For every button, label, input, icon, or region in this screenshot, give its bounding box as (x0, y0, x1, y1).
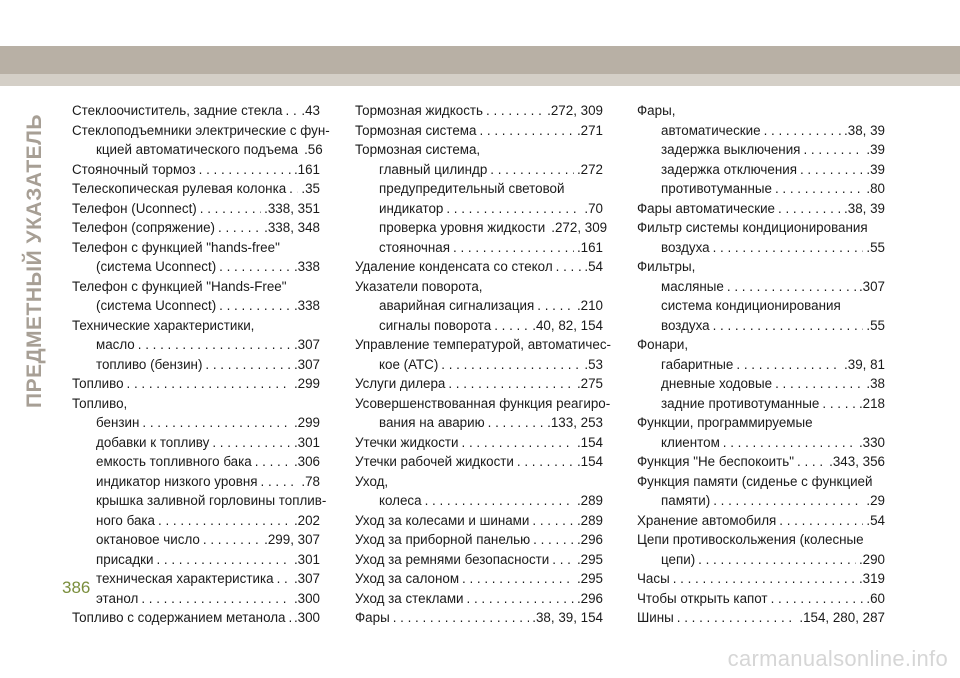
index-entry-leader (288, 608, 290, 628)
index-entry-leader (532, 511, 574, 531)
index-entry (637, 472, 885, 492)
index-entry-page-ref: .289 (576, 493, 603, 508)
index-entry-leader (698, 550, 856, 570)
index-entry-page-ref: .338, 351 (264, 200, 320, 216)
index-entry-leader (199, 160, 291, 180)
index-entry-page-ref: .272, 309 (547, 103, 603, 118)
index-entry-page-ref: .307 (858, 278, 885, 294)
index-entry-leader (127, 374, 291, 394)
index-entry-term: Телефон (сопряжение) (72, 220, 216, 235)
index-entry-page-ref: .306 (293, 454, 320, 469)
index-entry (637, 433, 885, 453)
index-entry-leader (533, 530, 574, 550)
index-entry-leader (462, 569, 574, 589)
index-entry-term: индикатор низкого уровня (96, 473, 258, 489)
index-entry-leader (142, 413, 291, 433)
index-entry (72, 550, 320, 570)
index-entry-term: Фильтр системы кондиционирования (637, 220, 868, 235)
index-entry-page-ref: .343, 356 (829, 454, 885, 469)
index-entry-term: октановое число (96, 532, 200, 547)
index-entry (72, 433, 320, 453)
index-entry-term: Уход, (355, 473, 389, 489)
index-entry (637, 316, 885, 336)
index-entry-leader (713, 491, 863, 511)
index-entry-page-ref: .300 (293, 590, 320, 606)
index-entry-page-ref: .338 (293, 259, 320, 274)
index-entry (355, 608, 603, 628)
index-entry-leader (822, 394, 856, 414)
index-entry-term: Тормозная система (355, 122, 477, 138)
index-entry-term: габаритные (661, 356, 734, 372)
index-entry (72, 589, 320, 609)
index-entry (72, 530, 320, 550)
index-entry-term: Фильтры, (637, 259, 696, 274)
index-entry-page-ref: .55 (866, 317, 885, 333)
index-entry-leader (677, 608, 797, 628)
index-entry (72, 238, 320, 258)
index-entry-leader (479, 121, 574, 141)
index-entry-leader (286, 101, 299, 121)
index-entry (637, 140, 885, 160)
index-entry (637, 277, 885, 297)
index-entry-page-ref: .54 (584, 259, 603, 274)
index-entry-leader (673, 569, 856, 589)
index-entry (72, 394, 320, 414)
index-entry (355, 316, 603, 336)
index-entry-page-ref: .299 (293, 415, 320, 430)
index-entry (637, 550, 885, 570)
index-entry-page-ref: .39 (866, 161, 885, 177)
index-entry-leader (441, 355, 581, 375)
index-entry-term: стояночная (379, 239, 450, 255)
index-entry-leader (212, 433, 291, 453)
index-entry-leader (219, 296, 291, 316)
index-entry-term: главный цилиндр (379, 161, 488, 177)
index-entry (355, 179, 603, 199)
index-entry (637, 530, 885, 550)
index-entry (637, 160, 885, 180)
index-entry-term: Функция памяти (сиденье с функцией (637, 473, 873, 489)
index-entry-page-ref: .275 (576, 376, 603, 391)
index-entry-term: сигналы поворота (379, 317, 492, 333)
index-entry-leader (803, 140, 863, 160)
index-entry-leader (775, 374, 863, 394)
index-entry (355, 355, 603, 375)
index-entry-term: Телефон с функцией "Hands-Free" (72, 278, 287, 294)
index-entry (637, 257, 885, 277)
index-entry-page-ref: .307 (293, 337, 320, 352)
index-entry (72, 511, 320, 531)
section-side-tab-label: ПРЕДМЕТНЫЙ УКАЗАТЕЛЬ (23, 113, 47, 409)
index-entry-term: система кондиционирования (661, 298, 841, 313)
index-entry-term: топливо (бензин) (96, 356, 203, 372)
index-entry (72, 335, 320, 355)
index-entry-leader (494, 316, 529, 336)
index-entry (72, 374, 320, 394)
index-entry-term: колеса (379, 493, 422, 508)
index-entry (355, 277, 603, 297)
index-entry-term: задержка отключения (661, 161, 797, 177)
index-entry (637, 569, 885, 589)
header-band-light (0, 74, 960, 86)
index-entry-term: Уход за ремнями безопасности (355, 551, 550, 567)
index-entry-term: проверка уровня жидкости (379, 220, 546, 235)
index-entry-term: Стеклоподъемники электрические с фун- (72, 122, 330, 138)
index-entry-term: Уход за колесами и шинами (355, 512, 530, 528)
index-entry-term: цепи) (661, 551, 696, 567)
index-entry (355, 413, 603, 433)
index-entry (637, 101, 885, 121)
index-entry (637, 511, 885, 531)
index-entry-leader (771, 589, 864, 609)
index-entry-page-ref: .29 (866, 493, 885, 508)
index-entry (72, 316, 320, 336)
index-entry-page-ref: .300 (293, 610, 320, 625)
index-entry (72, 413, 320, 433)
index-entry-leader (289, 179, 298, 199)
index-entry (355, 491, 603, 511)
index-entry (637, 199, 885, 219)
index-entry (355, 199, 603, 219)
index-entry-page-ref: .289 (576, 512, 603, 528)
index-entry-page-ref: .296 (576, 532, 603, 547)
index-entry-term: Фонари, (637, 337, 689, 352)
index-entry-term: Телефон (Uconnect) (72, 200, 197, 216)
index-entry (355, 238, 603, 258)
index-entry-page-ref: .39 (866, 142, 885, 157)
index-entry (355, 452, 603, 472)
index-entry-leader (156, 550, 290, 570)
index-entry-leader (517, 452, 574, 472)
index-entry-page-ref: .35 (301, 181, 320, 196)
index-entry-leader (138, 335, 291, 355)
index-column-3 (637, 101, 885, 628)
index-entry-page-ref: .38, 39, 154 (532, 610, 603, 625)
index-entry-page-ref: .301 (293, 434, 320, 450)
index-entry-term: Топливо (72, 376, 124, 391)
section-side-tab (18, 96, 52, 426)
index-entry-term: Утечки рабочей жидкости (355, 454, 514, 469)
index-entry-page-ref: .295 (576, 571, 603, 586)
index-entry-leader (797, 452, 826, 472)
index-entry-leader (775, 179, 863, 199)
index-entry-page-ref: .43 (301, 103, 320, 118)
index-entry-term: Тормозная система, (355, 142, 481, 157)
index-entry-term: бензин (96, 415, 140, 430)
index-entry-page-ref: .53 (584, 356, 603, 372)
index-entry-leader (723, 433, 856, 453)
index-entry-leader (537, 296, 574, 316)
index-entry (355, 218, 608, 238)
index-entry-term: индикатор (379, 200, 444, 216)
index-entry-page-ref: .39, 81 (844, 356, 885, 372)
index-entry-leader (218, 218, 261, 238)
index-entry-leader (158, 511, 291, 531)
index-entry-term: Уход за стеклами (355, 590, 464, 606)
index-entry-term: Уход за приборной панелью (355, 532, 531, 547)
index-entry (355, 472, 603, 492)
index-entry-page-ref: .161 (293, 161, 320, 177)
index-entry (72, 296, 320, 316)
index-entry-page-ref: .55 (866, 239, 885, 255)
index-entry-leader (203, 530, 261, 550)
index-entry (637, 394, 885, 414)
index-entry-page-ref: .154 (576, 434, 603, 450)
index-entry (355, 589, 603, 609)
index-entry-term: Утечки жидкости (355, 434, 459, 450)
index-column-1 (72, 101, 330, 628)
index-entry-leader (446, 199, 581, 219)
index-entry-leader (736, 355, 841, 375)
index-entry-page-ref: .60 (866, 590, 885, 606)
index-entry-term: Управление температурой, автоматичес- (355, 337, 611, 352)
index-entry-page-ref: .154, 280, 287 (799, 610, 885, 625)
index-entry-page-ref: .330 (858, 434, 885, 450)
page-number: 386 (62, 578, 91, 597)
index-entry-leader (393, 608, 530, 628)
index-entry-term: крышка заливной горловины топлив- (96, 493, 327, 508)
index-entry-page-ref: .54 (866, 512, 885, 528)
index-entry-page-ref: .338, 348 (264, 220, 320, 235)
watermark: carmanualsonline.info (727, 646, 948, 671)
index-entry-term: Топливо с содержанием метанола (72, 610, 286, 625)
index-entry-page-ref: .338 (293, 298, 320, 313)
index-entry (637, 335, 885, 355)
index-entry-term: аварийная сигнализация (379, 298, 535, 313)
index-entry-page-ref: .307 (293, 356, 320, 372)
index-entry-term: Фары (355, 610, 390, 625)
index-entry-page-ref: .80 (866, 181, 885, 196)
index-entry-term: автоматические (661, 122, 761, 138)
index-entry-term: Топливо, (72, 395, 128, 411)
index-entry-term: Телефон с функцией "hands-free" (72, 239, 280, 255)
index-entry-leader (552, 550, 574, 570)
index-entry-leader (205, 355, 291, 375)
index-entry-page-ref: .271 (576, 122, 603, 138)
index-entry-term: техническая характеристика (96, 571, 274, 586)
index-entry-term: воздуха (661, 239, 710, 255)
index-entry-leader (556, 257, 582, 277)
index-entry-leader (141, 589, 291, 609)
header-band (0, 46, 960, 74)
index-entry-term: Технические характеристики, (72, 317, 255, 333)
index-entry-page-ref: .133, 253 (547, 415, 603, 430)
index-entry-term: вания на аварию (379, 415, 485, 430)
index-entry-term: Цепи противоскольжения (колесные (637, 532, 864, 547)
index-entry (637, 452, 885, 472)
index-entry (637, 374, 885, 394)
index-entry-leader (425, 491, 574, 511)
index-entry (72, 355, 320, 375)
index-entry-leader (800, 160, 863, 180)
index-entry (72, 179, 320, 199)
index-entry-term: Указатели поворота, (355, 278, 483, 294)
index-entry (637, 491, 885, 511)
index-entry-leader (764, 121, 841, 141)
index-entry-term: Стеклоочиститель, задние стекла (72, 103, 283, 118)
index-entry-term: Телескопическая рулевая колонка (72, 181, 287, 196)
index-entry (355, 569, 603, 589)
index-entry-page-ref: .78 (301, 473, 320, 489)
index-entry-page-ref: .38, 39 (844, 200, 885, 216)
index-entry (72, 608, 320, 628)
index-entry (355, 160, 603, 180)
index-entry-page-ref: .161 (576, 239, 603, 255)
index-entry-leader (779, 511, 863, 531)
index-entry (72, 140, 323, 160)
index-entry-leader (453, 238, 574, 258)
index-entry-term: Усовершенствованная функция реагиро- (355, 395, 611, 411)
index-entry-term: Уход за салоном (355, 571, 460, 586)
index-entry-term: (система Uconnect) (96, 259, 217, 274)
index-entry (355, 101, 603, 121)
index-entry-page-ref: .272 (576, 161, 603, 177)
index-entry-page-ref: .290 (858, 551, 885, 567)
index-entry-term: воздуха (661, 317, 710, 333)
index-entry-term: ного бака (96, 512, 156, 528)
index-entry-leader (277, 569, 291, 589)
index-entry-page-ref: .40, 82, 154 (532, 317, 603, 333)
index-entry (72, 121, 330, 141)
index-entry (355, 550, 603, 570)
index-entry (637, 413, 885, 433)
index-entry-term: Стояночный тормоз (72, 161, 196, 177)
index-entry-page-ref: .38, 39 (844, 122, 885, 138)
index-entry-leader (778, 199, 841, 219)
index-entry-leader (219, 257, 291, 277)
index-entry (355, 296, 603, 316)
index-entry (637, 296, 885, 316)
index-entry-page-ref: .299, 307 (264, 532, 320, 547)
index-entry-term: Тормозная жидкость (355, 103, 483, 118)
index-entry (355, 257, 603, 277)
index-entry-page-ref: .307 (293, 571, 320, 586)
index-column-2 (355, 101, 611, 628)
index-entry (72, 199, 320, 219)
index-entry (637, 179, 885, 199)
index-entry (355, 335, 611, 355)
index-entry (637, 589, 885, 609)
index-entry (355, 140, 603, 160)
index-entry-leader (488, 413, 544, 433)
index-entry (355, 121, 603, 141)
index-entry-term: (система Uconnect) (96, 298, 217, 313)
index-entry-leader (713, 238, 864, 258)
index-entry (72, 101, 320, 121)
index-entry-page-ref: .218 (858, 395, 885, 411)
index-entry (637, 121, 885, 141)
index-entry-term: Функции, программируемые (637, 415, 813, 430)
index-entry-leader (255, 452, 291, 472)
index-entry-term: дневные ходовые (661, 376, 773, 391)
index-entry-term: емкость топливного бака (96, 454, 252, 469)
index-entry-page-ref: .301 (293, 551, 320, 567)
index-entry (72, 452, 320, 472)
index-entry (72, 160, 320, 180)
index-entry-term: Услуги дилера (355, 376, 446, 391)
index-entry-leader (490, 160, 574, 180)
index-entry (355, 374, 603, 394)
index-entry (355, 530, 603, 550)
index-entry-term: этанол (96, 590, 139, 606)
index-entry (72, 569, 320, 589)
index-entry-term: Чтобы открыть капот (637, 590, 768, 606)
index-entry-page-ref: .319 (858, 571, 885, 586)
index-entry (72, 277, 320, 297)
index-entry (637, 608, 885, 628)
index-entry-term: задержка выключения (661, 142, 801, 157)
index-entry-page-ref: .38 (866, 376, 885, 391)
index-entry-term: Удаление конденсата со стекол (355, 259, 553, 274)
index-entry-term: Фары автоматические (637, 200, 775, 216)
index-entry-leader (486, 101, 544, 121)
index-entry-term: добавки к топливу (96, 434, 210, 450)
index-entry-leader (727, 277, 856, 297)
index-entry-term: Хранение автомобиля (637, 512, 777, 528)
index-entry-term: памяти) (661, 493, 711, 508)
index-entry-term: масло (96, 337, 135, 352)
index-entry-page-ref: .56 (304, 142, 323, 157)
index-entry (355, 433, 603, 453)
index-entry-page-ref: .272, 309 (551, 220, 608, 235)
index-entry-page-ref: .202 (293, 512, 320, 528)
index-entry-term: предупредительный световой (379, 181, 565, 196)
index-entry (72, 472, 320, 492)
index-entry-page-ref: .296 (576, 590, 603, 606)
index-entry-term: Фары, (637, 103, 676, 118)
index-entry-page-ref: .154 (576, 454, 603, 469)
index-entry-term: задние противотуманные (661, 395, 820, 411)
index-entry-leader (462, 433, 574, 453)
index-entry-term: противотуманные (661, 181, 772, 196)
index-entry-leader (448, 374, 574, 394)
index-entry-term: клиентом (661, 434, 720, 450)
index-entry (355, 394, 611, 414)
index-entry (355, 511, 603, 531)
index-entry-page-ref: .295 (576, 551, 603, 567)
index-entry (637, 218, 885, 238)
index-entry (72, 257, 320, 277)
index-entry-term: Шины (637, 610, 674, 625)
index-entry (637, 238, 885, 258)
index-entry-leader (200, 199, 261, 219)
index-entry-leader (261, 472, 299, 492)
index-entry-term: Часы (637, 571, 670, 586)
index-entry (637, 355, 885, 375)
index-entry-page-ref: .299 (293, 376, 320, 391)
index-entry-leader (713, 316, 864, 336)
index-entry-term: масляные (661, 278, 724, 294)
index-entry-term: кцией автоматического подъема (96, 142, 299, 157)
index-entry-leader (467, 589, 574, 609)
index-entry (72, 218, 320, 238)
index-entry-term: кое (АТС) (379, 356, 439, 372)
index-entry-page-ref: .210 (576, 298, 603, 313)
index-entry-term: присадки (96, 551, 154, 567)
index-entry-term: Функция "Не беспокоить" (637, 454, 794, 469)
index-entry-page-ref: .70 (584, 200, 603, 216)
index-entry (72, 491, 327, 511)
